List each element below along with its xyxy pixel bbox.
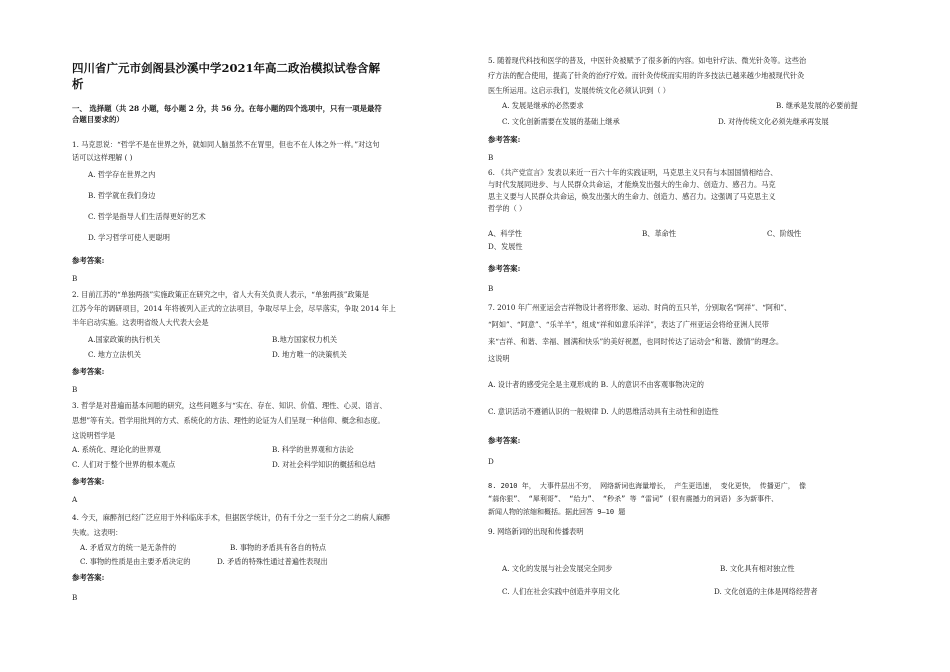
q3-answer: A bbox=[72, 495, 78, 504]
q4-option-c: C. 事物的性质是由主要矛盾决定的 bbox=[80, 557, 191, 566]
q3-answer-label: 参考答案: bbox=[72, 477, 105, 486]
q3-option-a: A. 系统化、理论化的世界观 bbox=[72, 445, 161, 454]
q2-stem-line-1: 2. 目前江苏的“单独两孩”实施政策正在研究之中，省人大有关负责人表示，“单独两孩”政策是 bbox=[72, 290, 369, 299]
q3-option-d: D. 对社会科学知识的概括和总结 bbox=[272, 460, 376, 469]
section-heading-line-1: 一、 选择题（共 28 小题，每小题 2 分，共 56 分。在每小题的四个选项中，只有一项是最符 bbox=[72, 104, 382, 113]
q5-answer: B bbox=[488, 153, 494, 162]
q7-answer: D bbox=[488, 457, 494, 466]
q8-stem-line-1: 8. 2010 年， 大事件层出不穷， 网络新词也海量增长， 产生更迅速， 变化更快， 传播更广， 像 bbox=[488, 482, 806, 490]
q6-stem-line-4: 哲学的（ ） bbox=[488, 204, 527, 213]
q2-option-d: D. 地方唯一的决策机关 bbox=[272, 350, 347, 359]
q8-stem-line-3: 新闻人物的浓缩和概括。据此回答 9—10 题 bbox=[488, 508, 626, 516]
q7-options-cd: C. 意识活动不遵循认识的一般规律 D. 人的思维活动具有主动性和创造性 bbox=[488, 407, 719, 416]
q1-stem-line-1: 1. 马克思说：“哲学不是在世界之外，就如同人脑虽然不在胃里，但也不在人体之外一样。”对这句 bbox=[72, 140, 380, 149]
q6-stem-line-1: 6. 《共产党宣言》发表以来近一百六十年的实践证明，马克思主义只有与本国国情相结合、 bbox=[488, 168, 778, 177]
section-heading-line-2: 合题目要求的） bbox=[72, 115, 124, 124]
q1-option-d: D. 学习哲学可使人更聪明 bbox=[88, 233, 170, 242]
q3-option-b: B. 科学的世界观和方法论 bbox=[272, 445, 354, 454]
q2-answer-label: 参考答案: bbox=[72, 367, 105, 376]
q2-option-c: C. 地方立法机关 bbox=[88, 350, 141, 359]
doc-title-line-2: 析 bbox=[72, 77, 84, 91]
q2-answer: B bbox=[72, 385, 78, 394]
q5-stem-line-3: 医生所运用。这启示我们，发展传统文化必须认识到（ ） bbox=[488, 86, 670, 95]
doc-title-line-1: 四川省广元市剑阁县沙溪中学2021年高二政治模拟试卷含解 bbox=[72, 61, 381, 75]
q1-option-b: B. 哲学就在我们身边 bbox=[88, 191, 156, 200]
q1-answer-label: 参考答案: bbox=[72, 256, 105, 265]
q6-answer-label: 参考答案: bbox=[488, 264, 521, 273]
q9-option-d: D. 文化创造的主体是网络经营者 bbox=[714, 587, 818, 596]
q6-answer: B bbox=[488, 284, 494, 293]
q2-stem-line-2: 江苏今年的调研项目，2014 年将被列入正式的立法项目，争取尽早上会，尽早落实，争取 2014 年上 bbox=[72, 304, 396, 313]
q6-stem-line-3: 思主义要与人民群众共命运，焕发出强大的生命力、创造力、感召力。这强调了马克思主义 bbox=[488, 192, 776, 201]
q4-option-b: B. 事物的矛盾具有各自的特点 bbox=[230, 543, 327, 552]
q7-stem-line-3: 来“吉祥、和谐、幸福、圆满和快乐”的美好祝愿，也同时传达了运动会“和谐、激情”的理念。 bbox=[488, 337, 784, 346]
q7-stem-line-1: 7. 2010 年广州亚运会吉祥物设计者将形象、运动、时尚的五只羊，分别取名“阿祥”、“阿和”、 bbox=[488, 303, 792, 312]
q3-option-c: C. 人们对于整个世界的根本观点 bbox=[72, 460, 176, 469]
q7-answer-label: 参考答案: bbox=[488, 436, 521, 445]
q9-stem: 9. 网络新词的出现和传播表明 bbox=[488, 527, 584, 536]
q8-stem-line-2: “蒜你狠”、 “犀利哥”、 “给力”、 “秒杀” 等 “雷词” (很有震撼力的词语) 多为新事件、 bbox=[488, 495, 779, 503]
q5-stem-line-2: 疗方法的配合使用，提高了针灸的治疗疗效。而针灸传统而实用的许多技法已越来越少地被现代针灸 bbox=[488, 71, 805, 80]
q7-stem-line-4: 这说明 bbox=[488, 354, 510, 363]
q9-option-b: B. 文化具有相对独立性 bbox=[720, 564, 795, 573]
q4-answer-label: 参考答案: bbox=[72, 573, 105, 582]
q6-option-c: C、阶级性 bbox=[767, 229, 802, 238]
q6-option-a: A、科学性 bbox=[488, 229, 522, 238]
q2-option-b: B.地方国家权力机关 bbox=[272, 335, 338, 344]
q5-option-a: A. 发展是继承的必然要求 bbox=[502, 101, 584, 110]
q4-option-d: D. 矛盾的特殊性通过普遍性表现出 bbox=[217, 557, 328, 566]
q3-stem-line-3: 这说明哲学是 bbox=[72, 431, 116, 440]
q4-stem-line-2: 失败。这表明： bbox=[72, 528, 123, 537]
q6-option-d: D、发展性 bbox=[488, 242, 523, 251]
q2-stem-line-3: 半年启动实施。这表明省级人大代表大会是 bbox=[72, 318, 209, 327]
q1-option-c: C. 哲学是指导人们生活得更好的艺术 bbox=[88, 212, 206, 221]
q4-stem-line-1: 4. 今天，麻醉剂已经广泛应用于外科临床手术，但据医学统计，仍有千分之一至千分之二的病人麻醉 bbox=[72, 513, 391, 522]
q3-stem-line-2: 思想”等有关。哲学用批判的方式、系统化的方法、理性的论证为人们呈现一种信仰、概念和态度。 bbox=[72, 416, 385, 425]
q5-stem-line-1: 5. 随着现代科技和医学的普及，中医针灸被赋予了很多新的内容。如电针疗法、微光针灸等。这些治 bbox=[488, 56, 807, 65]
q6-stem-line-2: 与时代发展同进步、与人民群众共命运，才能焕发出强大的生命力、创造力、感召力。马克 bbox=[488, 180, 776, 189]
q5-answer-label: 参考答案: bbox=[488, 135, 521, 144]
q5-option-c: C. 文化创新需要在发展的基础上继承 bbox=[502, 117, 620, 126]
q3-stem-line-1: 3. 哲学是对普遍而基本问题的研究，这些问题多与“实在、存在、知识、价值、理性、心灵、语言、 bbox=[72, 401, 387, 410]
q5-option-b: B. 继承是发展的必要前提 bbox=[776, 101, 858, 110]
q1-option-a: A. 哲学存在世界之内 bbox=[88, 170, 156, 179]
q4-answer: B bbox=[72, 593, 78, 602]
q9-option-c: C. 人们在社会实践中创造并享用文化 bbox=[502, 587, 620, 596]
q4-option-a: A. 矛盾双方的统一是无条件的 bbox=[80, 543, 177, 552]
q7-stem-line-2: “阿如”、“阿意”、“乐羊羊”，组成“祥和如意乐洋洋”，表达了广州亚运会将给亚洲人民带 bbox=[488, 320, 769, 329]
q6-option-b: B、革命性 bbox=[642, 229, 677, 238]
q1-answer: B bbox=[72, 274, 78, 283]
q7-options-ab: A. 设计者的感受完全是主观形成的 B. 人的意识不由客观事物决定的 bbox=[488, 380, 704, 389]
q5-option-d: D. 对待传统文化必须先继承再发展 bbox=[718, 117, 829, 126]
q1-stem-line-2: 话可以这样理解 ( ) bbox=[72, 153, 133, 162]
q2-option-a: A.国家政策的执行机关 bbox=[88, 335, 161, 344]
q9-option-a: A. 文化的发展与社会发展完全同步 bbox=[502, 564, 613, 573]
